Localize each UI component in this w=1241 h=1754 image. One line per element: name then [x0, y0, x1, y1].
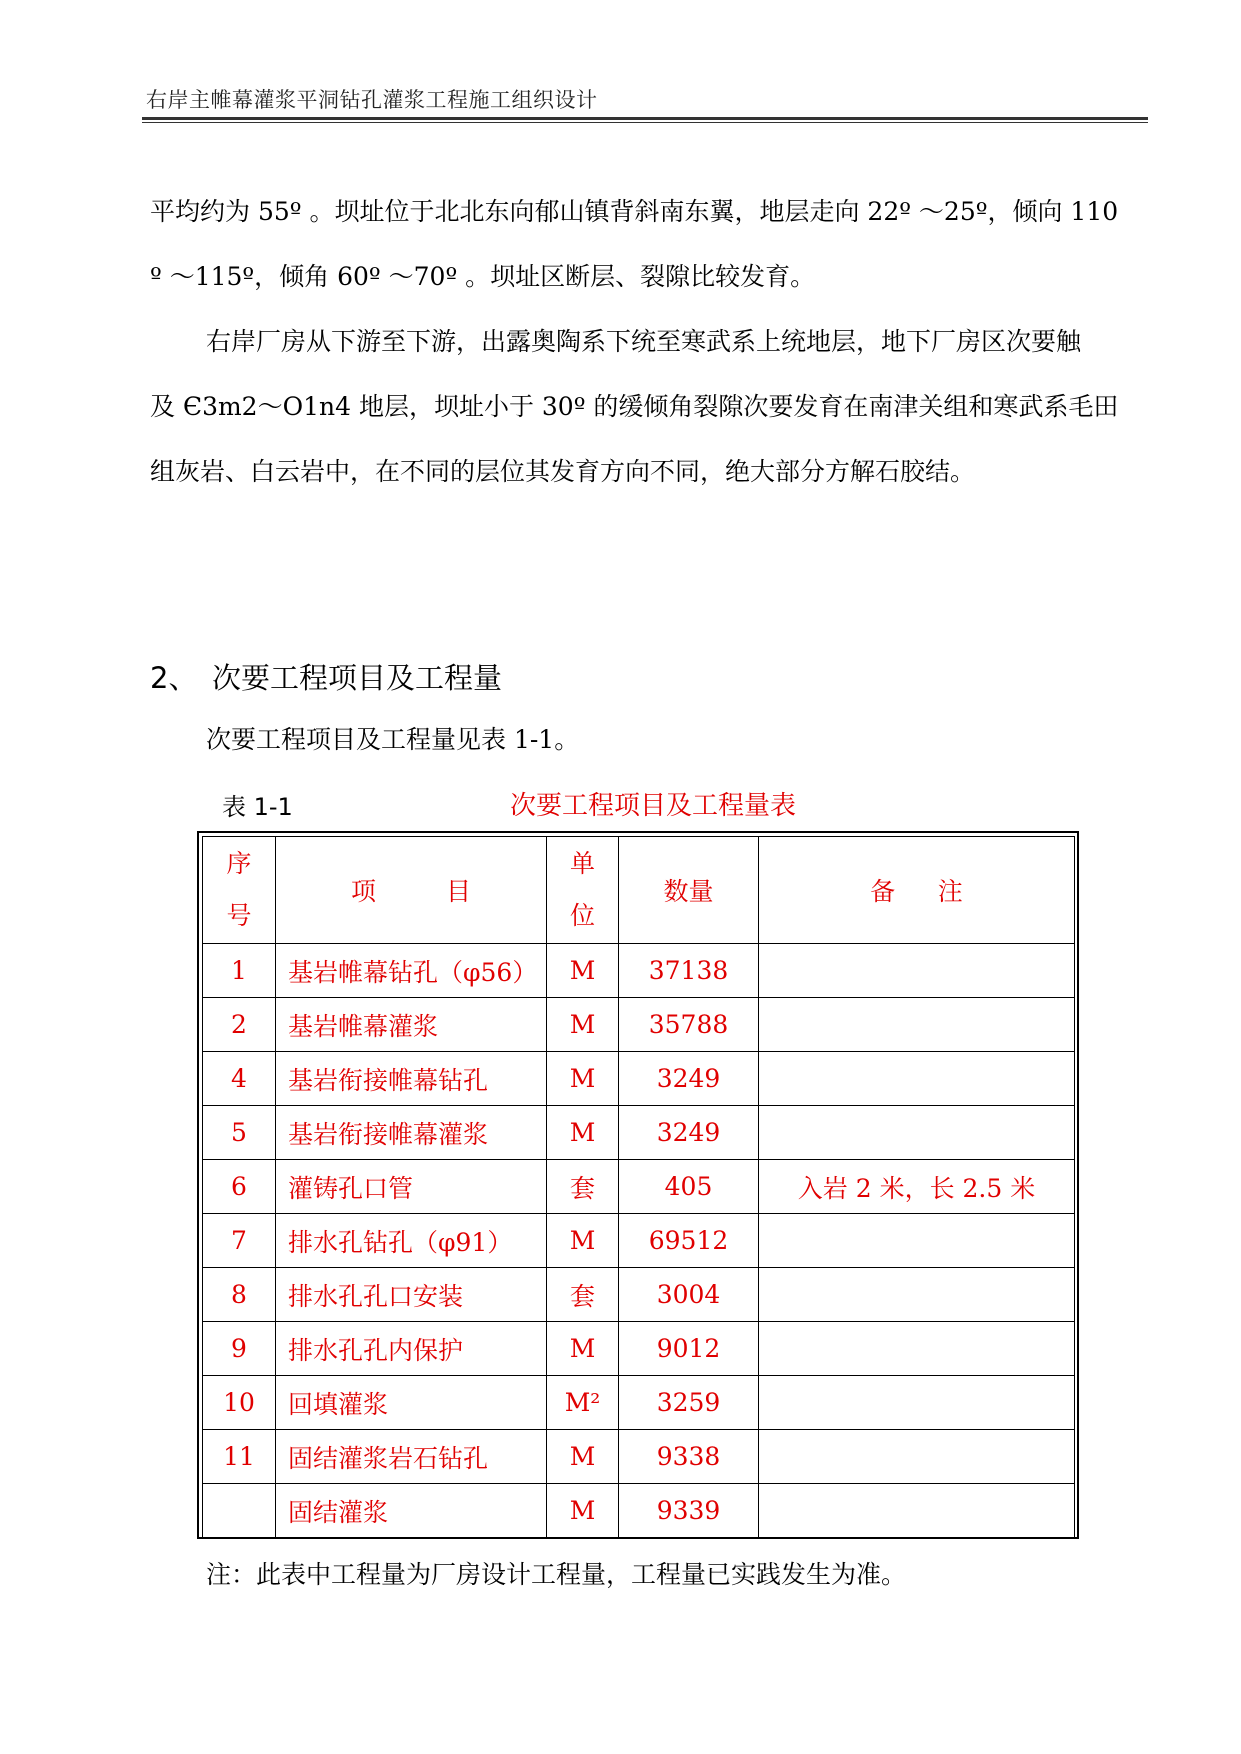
cell-item: 基岩衔接帷幕钻孔: [276, 1052, 547, 1106]
cell-qty: 9338: [619, 1430, 759, 1484]
header-rule-thin: [142, 122, 1148, 123]
running-header: 右岸主帷幕灌浆平洞钻孔灌浆工程施工组织设计: [146, 88, 598, 112]
body-line-5: 组灰岩、白云岩中，在不同的层位其发育方向不同，绝大部分方解石胶结。: [150, 457, 976, 486]
cell-seq: 10: [203, 1376, 276, 1430]
cell-remark: [759, 1268, 1075, 1322]
cell-unit: M: [547, 1052, 619, 1106]
table-row: [203, 998, 1075, 1052]
cell-qty: 69512: [619, 1214, 759, 1268]
table-note: 注：此表中工程量为厂房设计工程量，工程量已实践发生为准。: [206, 1560, 907, 1589]
cell-seq: 2: [203, 998, 276, 1052]
cell-item: 固结灌浆: [276, 1484, 547, 1538]
table-row: [203, 1214, 1075, 1268]
cell-unit: M: [547, 1106, 619, 1160]
header-item: 项 目: [276, 837, 547, 944]
quantities-table-frame: [197, 831, 1079, 1539]
table-row: [203, 1160, 1075, 1214]
body-line-1: 平均约为 55º 。坝址位于北北东向郁山镇背斜南东翼，地层走向 22º ～25º，倾向 110: [150, 197, 1119, 226]
section-intro: 次要工程项目及工程量见表 1-1。: [206, 725, 580, 754]
section-heading: [150, 656, 502, 697]
cell-item: 排水孔孔内保护: [276, 1322, 547, 1376]
header-qty: 数量: [619, 837, 759, 944]
cell-seq: 6: [203, 1160, 276, 1214]
quantities-table: [202, 836, 1075, 1538]
cell-qty: 3249: [619, 1106, 759, 1160]
section-title: 次要工程项目及工程量: [212, 661, 503, 695]
cell-seq: 5: [203, 1106, 276, 1160]
cell-unit: M: [547, 1322, 619, 1376]
body-line-2: º ～115º，倾角 60º ～70º 。坝址区断层、裂隙比较发育。: [150, 262, 816, 291]
cell-remark: [759, 998, 1075, 1052]
cell-unit: M: [547, 1484, 619, 1538]
cell-remark: [759, 1214, 1075, 1268]
body-line-4: 及 Є3m2～O1n4 地层，坝址小于 30º 的缓倾角裂隙次要发育在南津关组和寒武系毛田: [150, 392, 1119, 421]
cell-seq: 8: [203, 1268, 276, 1322]
table-row: [203, 1376, 1075, 1430]
cell-qty: 9339: [619, 1484, 759, 1538]
cell-seq: 7: [203, 1214, 276, 1268]
table-row: [203, 944, 1075, 998]
cell-item: 基岩衔接帷幕灌浆: [276, 1106, 547, 1160]
cell-remark: [759, 1052, 1075, 1106]
table-row: [203, 1106, 1075, 1160]
cell-remark: [759, 1484, 1075, 1538]
cell-unit: M: [547, 1430, 619, 1484]
cell-seq: [203, 1484, 276, 1538]
cell-unit: M: [547, 944, 619, 998]
table-row: [203, 1268, 1075, 1322]
cell-unit: 套: [547, 1160, 619, 1214]
header-rule-thick: [142, 117, 1148, 120]
cell-remark: [759, 1106, 1075, 1160]
cell-item: 回填灌浆: [276, 1376, 547, 1430]
table-row: [203, 1484, 1075, 1538]
cell-unit: M²: [547, 1376, 619, 1430]
cell-qty: 3259: [619, 1376, 759, 1430]
body-line-3: 右岸厂房从下游至下游，出露奥陶系下统至寒武系上统地层，地下厂房区次要触: [206, 327, 1082, 356]
cell-remark: [759, 1430, 1075, 1484]
cell-seq: 4: [203, 1052, 276, 1106]
cell-item: 基岩帷幕钻孔（φ56）: [276, 944, 547, 998]
table-label: 表 1-1: [222, 793, 293, 821]
cell-item: 灌铸孔口管: [276, 1160, 547, 1214]
cell-item: 基岩帷幕灌浆: [276, 998, 547, 1052]
cell-qty: 405: [619, 1160, 759, 1214]
cell-unit: 套: [547, 1268, 619, 1322]
table-header-row: [203, 837, 1075, 944]
cell-seq: 9: [203, 1322, 276, 1376]
cell-seq: 11: [203, 1430, 276, 1484]
section-number: 2、: [150, 661, 198, 695]
header-unit: 单 位: [547, 837, 619, 944]
cell-remark: [759, 1322, 1075, 1376]
cell-item: 固结灌浆岩石钻孔: [276, 1430, 547, 1484]
cell-unit: M: [547, 1214, 619, 1268]
table-title: 次要工程项目及工程量表: [510, 791, 797, 821]
table-row: [203, 1052, 1075, 1106]
cell-item: 排水孔钻孔（φ91）: [276, 1214, 547, 1268]
header-seq: 序 号: [203, 837, 276, 944]
cell-remark: [759, 944, 1075, 998]
cell-seq: 1: [203, 944, 276, 998]
cell-item: 排水孔孔口安装: [276, 1268, 547, 1322]
table-row: [203, 1430, 1075, 1484]
table-row: [203, 1322, 1075, 1376]
cell-remark: [759, 1376, 1075, 1430]
cell-qty: 3249: [619, 1052, 759, 1106]
cell-unit: M: [547, 998, 619, 1052]
cell-qty: 35788: [619, 998, 759, 1052]
cell-qty: 9012: [619, 1322, 759, 1376]
cell-qty: 37138: [619, 944, 759, 998]
cell-qty: 3004: [619, 1268, 759, 1322]
header-remark: 备 注: [759, 837, 1075, 944]
cell-remark: 入岩 2 米，长 2.5 米: [759, 1160, 1075, 1214]
